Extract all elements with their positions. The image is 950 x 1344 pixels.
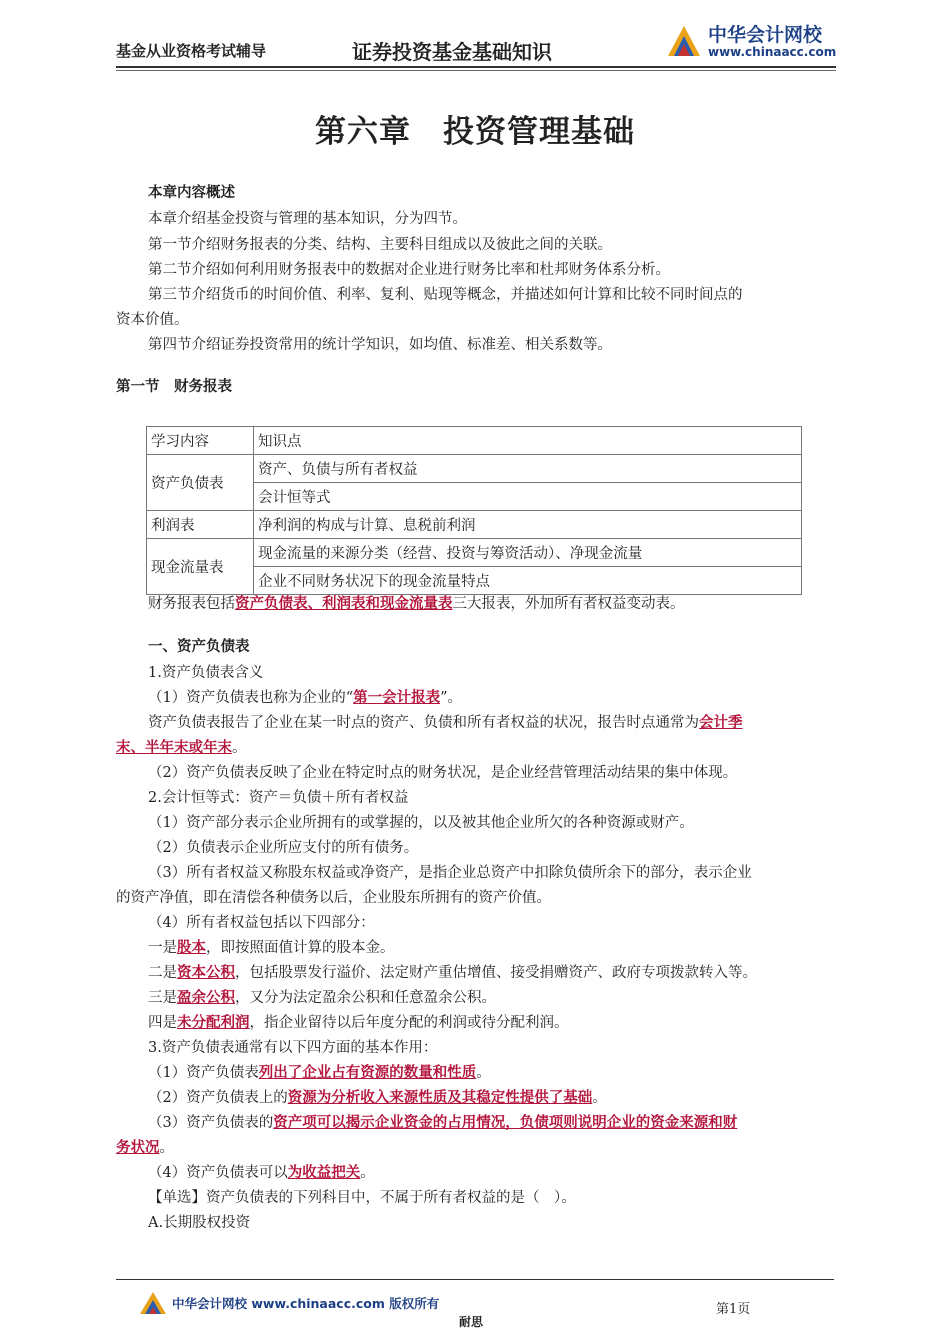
paragraph [148, 1164, 375, 1182]
paragraph [148, 989, 496, 1007]
header-center-title: 证券投资基金基础知识 [352, 40, 552, 64]
table-cell: 资产、负债与所有者权益 [254, 455, 802, 483]
paragraph [148, 689, 462, 707]
text: 三大报表，外加所有者权益变动表。 [452, 596, 685, 612]
overview-line: 本章介绍基金投资与管理的基本知识，分为四节。 [148, 211, 467, 227]
highlight-text: 未分配利润 [177, 1015, 250, 1031]
overview-line: 第一节介绍财务报表的分类、结构、主要科目组成以及彼此之间的关联。 [148, 237, 612, 253]
text: （3）资产负债表的 [148, 1115, 274, 1131]
paragraph [148, 714, 743, 732]
site-logo[interactable] [664, 18, 844, 64]
paragraph: （2）资产负债表反映了企业在特定时点的财务状况，是企业经营管理活动结果的集中体现。 [148, 765, 738, 781]
paragraph [148, 1014, 569, 1032]
footer-logo-icon [138, 1290, 168, 1316]
overview-line: 第四节介绍证券投资常用的统计学知识，如均值、标准差、相关系数等。 [148, 337, 612, 353]
highlight-text: 资本公积 [177, 965, 235, 981]
paragraph [116, 739, 247, 757]
header-left-text: 基金从业资格考试辅导 [116, 42, 267, 60]
paragraph: （1）资产部分表示企业所拥有的或掌握的，以及被其他企业所欠的各种资源或财产。 [148, 815, 694, 831]
table-row [147, 455, 802, 483]
paragraph: 2.会计恒等式：资产＝负债＋所有者权益 [148, 790, 409, 806]
text: ，包括股票发行溢价、法定财产重估增值、接受捐赠资产、政府专项拨款转入等。 [235, 965, 757, 981]
knowledge-table [146, 426, 802, 595]
chapter-title: 第六章 投资管理基础 [315, 114, 635, 150]
paragraph [148, 939, 395, 957]
header-rule [116, 66, 836, 68]
highlight-text: 股本 [177, 940, 206, 956]
table-row [147, 539, 802, 567]
logo-url: www.chinaacc.com [708, 45, 837, 59]
footer-copyright: 中华会计网校 www.chinaacc.com 版权所有 [172, 1296, 440, 1311]
paragraph: 的资产净值，即在清偿各种债务以后，企业股东所拥有的资产价值。 [116, 890, 551, 906]
highlight-text: 末、半年末或年末 [116, 740, 232, 756]
text: 二是 [148, 965, 177, 981]
paragraph: 3.资产负债表通常有以下四方面的基本作用： [148, 1040, 438, 1056]
overview-heading: 本章内容概述 [148, 185, 235, 201]
intro-paragraph [148, 595, 685, 613]
table-cell: 净利润的构成与计算、息税前利润 [254, 511, 802, 539]
paragraph [148, 1089, 607, 1107]
text: 。 [360, 1165, 375, 1181]
paragraph: （4）所有者权益包括以下四部分： [148, 915, 375, 931]
text: 。 [232, 740, 247, 756]
question-option: A.长期股权投资 [148, 1215, 251, 1231]
text: 。 [476, 1065, 491, 1081]
header-rule-thin [116, 70, 836, 71]
text: （2）资产负债表上的 [148, 1090, 288, 1106]
highlight-text: 资产负债表、利润表和现金流量表 [235, 596, 453, 612]
highlight-text: 资源为分析收入来源性质及其稳定性提供了基础 [287, 1090, 593, 1106]
highlight-text: 会计季 [699, 715, 743, 731]
page-number: 第1页 [716, 1302, 751, 1317]
text: ，指企业留待以后年度分配的利润或待分配利润。 [249, 1015, 569, 1031]
highlight-text: 为收益把关 [287, 1165, 361, 1181]
text: 资产负债表报告了企业在某一时点的资产、负债和所有者权益的状况，报告时点通常为 [148, 715, 699, 731]
text: （1）资产负债表也称为企业的“ [148, 690, 354, 706]
highlight-text: 盈余公积 [177, 990, 235, 1006]
highlight-text: 列出了企业占有资源的数量和性质 [258, 1065, 477, 1081]
text: 四是 [148, 1015, 177, 1031]
subsection-title: 一、资产负债表 [148, 639, 250, 655]
paragraph: 1.资产负债表含义 [148, 665, 264, 681]
section-title: 第一节 财务报表 [116, 379, 232, 395]
text: ，即按照面值计算的股本金。 [206, 940, 395, 956]
text: （1）资产负债表 [148, 1065, 259, 1081]
text: ”。 [440, 690, 463, 706]
table-row [147, 511, 802, 539]
highlight-text: 务状况 [116, 1140, 160, 1156]
overview-line: 第三节介绍货币的时间价值、利率、复利、贴现等概念，并描述如何计算和比较不同时间点的 [148, 287, 743, 303]
logo-name: 中华会计网校 [708, 24, 823, 46]
paragraph [148, 964, 757, 982]
table-cell-category: 利润表 [147, 511, 254, 539]
paragraph [148, 1114, 737, 1132]
table-header-cell: 知识点 [254, 427, 802, 455]
table-header-row [147, 427, 802, 455]
highlight-text: 资产项可以揭示企业资金的占用情况，负债项则说明企业的资金来源和财 [273, 1115, 738, 1131]
table-header-cell: 学习内容 [147, 427, 254, 455]
table-cell-category: 现金流量表 [147, 539, 254, 595]
paragraph [148, 1064, 491, 1082]
table-cell: 现金流量的来源分类（经营、投资与筹资活动）、净现金流量 [254, 539, 802, 567]
overview-line: 资本价值。 [116, 312, 189, 328]
table-cell: 企业不同财务状况下的现金流量特点 [254, 567, 802, 595]
highlight-text: 第一会计报表 [353, 690, 441, 706]
footer-mark: 耐思 [459, 1315, 484, 1329]
logo-mark-icon [664, 22, 704, 62]
paragraph: （3）所有者权益又称股东权益或净资产，是指企业总资产中扣除负债所余下的部分，表示企业 [148, 865, 752, 881]
question-stem: 【单选】资产负债表的下列科目中，不属于所有者权益的是（ ）。 [148, 1190, 576, 1206]
paragraph [116, 1139, 174, 1157]
table-cell: 会计恒等式 [254, 483, 802, 511]
overview-line: 第二节介绍如何利用财务报表中的数据对企业进行财务比率和杜邦财务体系分析。 [148, 262, 670, 278]
text: 财务报表包括 [148, 596, 235, 612]
table-cell-category: 资产负债表 [147, 455, 254, 511]
text: ，又分为法定盈余公积和任意盈余公积。 [235, 990, 496, 1006]
paragraph: （2）负债表示企业所应支付的所有债务。 [148, 840, 419, 856]
text: 一是 [148, 940, 177, 956]
text: （4）资产负债表可以 [148, 1165, 288, 1181]
text: 。 [159, 1140, 174, 1156]
text: 三是 [148, 990, 177, 1006]
text: 。 [592, 1090, 607, 1106]
footer-rule [116, 1279, 834, 1280]
